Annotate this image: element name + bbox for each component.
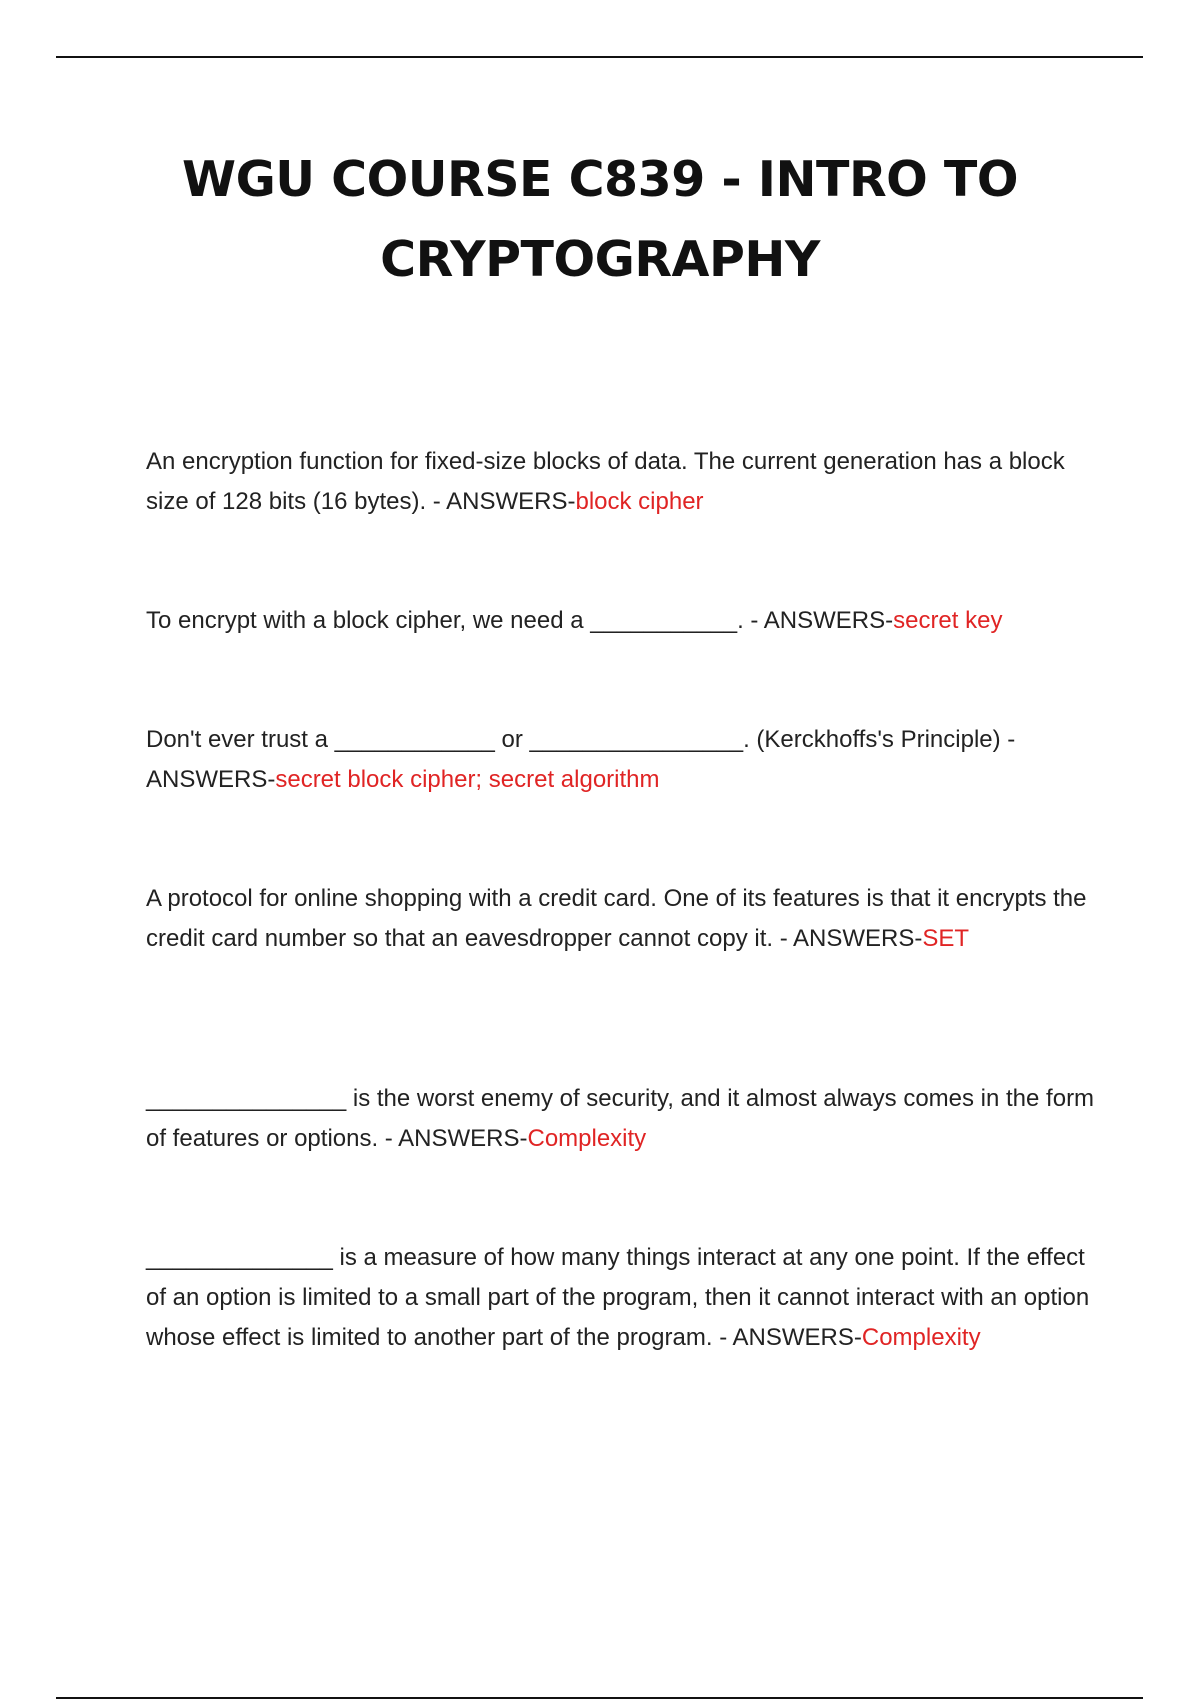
bottom-rule bbox=[56, 1697, 1143, 1699]
top-rule bbox=[56, 56, 1143, 58]
answer-text: secret block cipher; secret algorithm bbox=[275, 766, 660, 793]
question-text: _______________ is the worst enemy of security, and it almost always comes in the form of features or options. - ANSWERS- bbox=[146, 1085, 1095, 1152]
qa-item-6 bbox=[146, 1238, 1096, 1358]
title-line-1: WGU COURSE C839 - INTRO TO bbox=[182, 151, 1018, 208]
question-text: To encrypt with a block cipher, we need a ___________. - ANSWERS- bbox=[146, 607, 894, 634]
answer-text: Complexity bbox=[527, 1125, 647, 1152]
document-title bbox=[100, 140, 1100, 300]
answer-text: Complexity bbox=[861, 1324, 981, 1351]
qa-item-3 bbox=[146, 720, 1096, 800]
qa-item-5 bbox=[146, 1079, 1096, 1159]
qa-item-4 bbox=[146, 879, 1096, 959]
question-text: A protocol for online shopping with a credit card. One of its features is that it encrypts the credit card number so that an eavesdropper cannot copy it. - ANSWERS- bbox=[146, 885, 1087, 952]
answer-text: secret key bbox=[893, 607, 1003, 634]
answer-text: block cipher bbox=[575, 488, 704, 515]
qa-item-2 bbox=[146, 601, 1096, 641]
question-text: An encryption function for fixed-size blocks of data. The current generation has a block size of 128 bits (16 bytes). - ANSWERS- bbox=[146, 448, 1065, 515]
answer-text: SET bbox=[922, 925, 970, 952]
question-text: Don't ever trust a ____________ or ________________. (Kerckhoffs's Principle) - ANSWERS- bbox=[146, 726, 1016, 793]
qa-item-1 bbox=[146, 442, 1096, 522]
question-text: ______________ is a measure of how many things interact at any one point. If the effect of an option is limited to a small part of the program, then it cannot interact with an option whose effect is limited to another part of the program. - ANSWERS- bbox=[146, 1244, 1090, 1351]
title-line-2: CRYPTOGRAPHY bbox=[380, 231, 820, 288]
